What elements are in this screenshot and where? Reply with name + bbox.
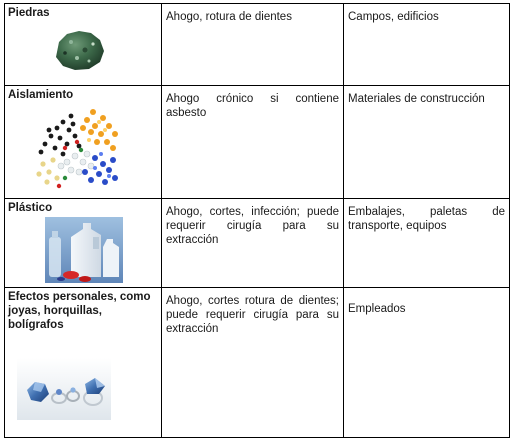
insulation-pellets-icon	[5, 102, 155, 196]
hazard-text: Ahogo, rotura de dientes	[166, 11, 292, 23]
material-cell	[5, 288, 162, 438]
hazard-cell	[162, 288, 344, 438]
location-text: Campos, edificios	[348, 11, 439, 23]
plastic-containers-icon	[5, 215, 155, 287]
hazard-text: Ahogo, cortes, infección; puede requerir cirugía para su extracción	[166, 206, 339, 246]
material-label: Aislamiento	[8, 89, 74, 101]
location-cell	[344, 199, 510, 288]
stone-icon	[5, 20, 155, 82]
hazard-cell	[162, 4, 344, 86]
material-label: Efectos personales, como joyas, horquillas, bolígrafos	[8, 291, 151, 331]
hazard-cell	[162, 199, 344, 288]
material-cell	[5, 4, 162, 86]
location-cell	[344, 288, 510, 438]
hazard-table	[4, 3, 510, 438]
material-label: Plástico	[8, 202, 53, 214]
hazard-cell	[162, 86, 344, 199]
table-row	[5, 4, 510, 86]
material-cell	[5, 86, 162, 199]
location-text: Empleados	[348, 303, 406, 315]
material-cell	[5, 199, 162, 288]
table-row	[5, 86, 510, 199]
table-row	[5, 199, 510, 288]
location-text: Embalajes, paletas de transporte, equipos	[348, 206, 505, 232]
location-cell	[344, 4, 510, 86]
table-row	[5, 288, 510, 438]
material-label: Piedras	[8, 7, 50, 19]
hazard-text: Ahogo, cortes rotura de dientes; puede requerir cirugía para su extracción	[166, 295, 339, 335]
jewelry-icon	[5, 332, 155, 424]
location-cell	[344, 86, 510, 199]
location-text: Materiales de construcción	[348, 93, 485, 105]
hazard-text: Ahogo crónico si contiene asbesto	[166, 93, 339, 119]
